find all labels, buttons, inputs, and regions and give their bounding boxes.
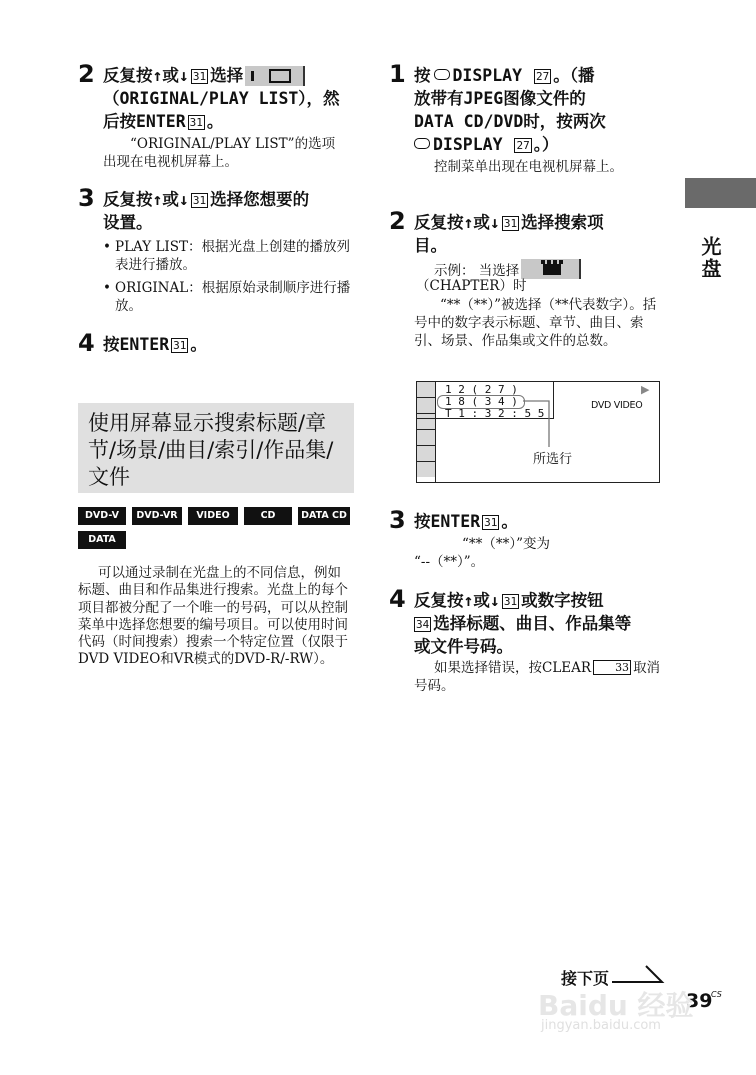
disc-mode-label: DVD VIDEO bbox=[591, 400, 643, 411]
disc-badge-dvd-vr: DVD-VR bbox=[132, 507, 182, 525]
step-number: 3 bbox=[78, 184, 95, 212]
page-ref: 27 bbox=[516, 139, 530, 152]
step-heading: 反复按↑或↓ 31 选择搜索项 bbox=[414, 213, 604, 232]
side-tab-bar bbox=[685, 178, 756, 208]
up-down-arrows: ↑或↓ bbox=[152, 66, 189, 85]
page-ref: 31 bbox=[503, 217, 518, 230]
step-heading-line3: DATA CD/DVD时，按两次 bbox=[414, 112, 606, 131]
step-number: 1 bbox=[389, 60, 406, 88]
step-heading-line2: 设置。 bbox=[103, 213, 153, 232]
page-ref: 31 bbox=[189, 116, 203, 129]
step-heading-line2: 放带有JPEG图像文件的 bbox=[414, 89, 586, 108]
display-button-icon bbox=[414, 138, 430, 149]
step-heading: 按ENTER 31 。 bbox=[414, 512, 518, 531]
page-ref: 27 bbox=[535, 70, 550, 83]
continue-next-page: 接下页 bbox=[561, 969, 610, 988]
step-number: 3 bbox=[389, 506, 406, 534]
bullet-item: • ORIGINAL：根据原始录制顺序进行播放。 bbox=[103, 280, 351, 314]
callout-label: 所选行 bbox=[533, 452, 573, 467]
step-heading-line2: 34 选择标题、曲目、作品集等 bbox=[416, 614, 632, 633]
step-number: 4 bbox=[389, 585, 406, 613]
callout-line bbox=[521, 399, 561, 451]
page-ref: 34 bbox=[416, 618, 430, 631]
disc-badge-cd: CD bbox=[244, 507, 292, 525]
example-line: 示例： 当选择 bbox=[434, 259, 583, 280]
play-icon: ▶ bbox=[641, 383, 650, 396]
step-body-line2: “--（**）”。 bbox=[414, 554, 485, 570]
page-lang-code: CS bbox=[711, 990, 722, 999]
section-title: 使用屏幕显示搜索标题/章节/场景/曲目/索引/作品集/文件 bbox=[88, 411, 334, 489]
section-intro: 可以通过录制在光盘上的不同信息，例如标题、曲目和作品集进行搜索。光盘上的每个项目都被分配了一个唯一的号码，可以从控制菜单中选择您想要的编号项目。可以使用时间代码（时间搜索）搜索一个特定位置（仅限于DVD VIDEO和VR模式的DVD-R/-RW）。 bbox=[78, 565, 348, 668]
page-ref: 31 bbox=[192, 194, 207, 207]
display-button-icon bbox=[434, 69, 450, 80]
step-number: 4 bbox=[78, 329, 95, 357]
page-ref: 31 bbox=[192, 70, 207, 83]
step-heading: 反复按↑或↓ 31 选择您想要的 bbox=[103, 190, 310, 209]
menu-row-1: 1 2 ( 2 7 ) bbox=[445, 383, 518, 396]
disc-badge-data-cd: DATA CD bbox=[298, 507, 350, 525]
step-body: “**（**）”被选择（**代表数字）。括号中的数字表示标题、章节、曲目、索引、场景、作品集或文件的总数。 bbox=[414, 297, 657, 349]
step-heading-line2: 目。 bbox=[414, 236, 447, 255]
disc-badge-data-dvd: DATA DVD bbox=[78, 531, 126, 549]
page-number: 39 bbox=[686, 990, 713, 1012]
step-body: 控制菜单出现在电视机屏幕上。 bbox=[434, 159, 623, 175]
control-menu-illustration bbox=[416, 381, 660, 483]
menu-row-3: T 1 : 3 2 : 5 5 bbox=[445, 407, 545, 420]
page-ref: 31 bbox=[173, 339, 187, 352]
disc-badge-dvd-v: DVD-V bbox=[78, 507, 126, 525]
step-heading-line3: 或文件号码。 bbox=[414, 637, 513, 656]
continue-arrow-icon bbox=[610, 962, 666, 986]
up-down-arrows: ↑或↓ bbox=[463, 213, 500, 232]
step-body: “ORIGINAL/PLAY LIST”的选项出现在电视机屏幕上。 bbox=[103, 136, 336, 170]
page-ref: 31 bbox=[503, 595, 518, 608]
up-down-arrows: ↑或↓ bbox=[463, 591, 500, 610]
example-line2: （CHAPTER）时 bbox=[416, 278, 527, 294]
page-ref: 33 bbox=[593, 660, 631, 675]
menu-row-2: 1 8 ( 3 4 ) bbox=[445, 395, 518, 408]
disc-badge-video-cd: VIDEO CD bbox=[188, 507, 238, 525]
bullet-dot: • bbox=[103, 239, 111, 255]
step-heading-line2: （ORIGINAL/PLAY LIST），然 bbox=[103, 89, 340, 108]
bullet-dot: • bbox=[103, 280, 111, 296]
side-tab-label: 光盘 bbox=[698, 236, 722, 280]
watermark-logo: Baidu 经验 bbox=[538, 989, 694, 1022]
watermark-url: jingyan.baidu.com bbox=[541, 1018, 661, 1033]
step-body-line1: “**（**）”变为 bbox=[462, 536, 551, 552]
step-heading-line3: 后按ENTER 31 。 bbox=[103, 112, 224, 131]
page-ref: 31 bbox=[484, 516, 498, 529]
step-heading: 按 DISPLAY 27 。（播 bbox=[414, 66, 595, 85]
bullet-item: • PLAY LIST：根据光盘上创建的播放列表进行播放。 bbox=[103, 239, 351, 273]
step-number: 2 bbox=[78, 60, 95, 88]
step-heading: 按ENTER 31 。 bbox=[103, 335, 207, 354]
selected-row-highlight bbox=[437, 395, 525, 409]
original-playlist-icon bbox=[245, 66, 305, 86]
step-heading: 反复按↑或↓ 31 或数字按钮 bbox=[414, 591, 604, 610]
step-heading-line4: DISPLAY 27 。） bbox=[414, 133, 558, 156]
step-heading: 反复按↑或↓ 31 选择 bbox=[103, 64, 363, 87]
step-number: 2 bbox=[389, 207, 406, 235]
chapter-icon bbox=[521, 259, 581, 279]
up-down-arrows: ↑或↓ bbox=[152, 190, 189, 209]
step-body: 如果选择错误，按CLEAR 33 取消号码。 bbox=[414, 660, 661, 694]
